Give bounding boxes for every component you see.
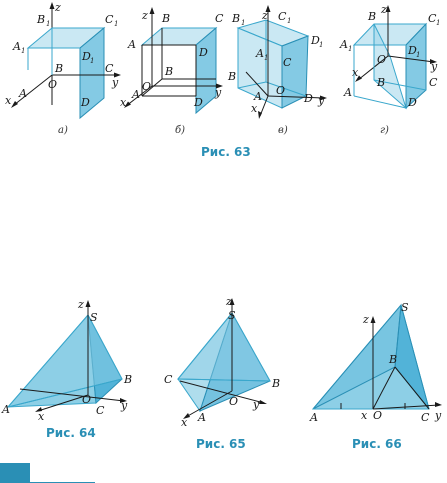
figure-66-caption: Рис. 66 xyxy=(352,437,402,451)
label: 1 xyxy=(436,19,441,27)
label: B xyxy=(37,13,46,26)
label: C xyxy=(96,404,105,417)
figure-66 xyxy=(305,295,447,430)
label: C xyxy=(164,373,173,386)
label: O xyxy=(48,78,58,91)
label: x xyxy=(120,96,127,109)
label: C xyxy=(421,411,430,424)
label: S xyxy=(401,301,409,314)
label: A xyxy=(13,40,21,53)
label: A xyxy=(19,87,27,100)
label: C xyxy=(215,12,224,25)
subfigure-label: а) xyxy=(58,125,68,135)
label: A xyxy=(198,411,206,424)
label: x xyxy=(5,94,12,107)
label: 1 xyxy=(114,20,119,28)
label: A xyxy=(256,47,264,60)
label: y xyxy=(431,60,438,73)
label: D xyxy=(311,34,320,47)
label: y xyxy=(318,94,325,107)
label: B xyxy=(228,70,237,83)
label: y xyxy=(215,86,222,99)
subfigure-label: в) xyxy=(278,125,288,135)
label: O xyxy=(142,80,152,93)
label: O xyxy=(229,395,239,408)
label: 1 xyxy=(241,19,246,27)
figure-64 xyxy=(0,295,145,430)
label: B xyxy=(165,65,174,78)
label: z xyxy=(226,295,232,308)
figure-63a xyxy=(0,0,125,135)
figure-63d xyxy=(332,0,447,135)
label: C xyxy=(283,56,292,69)
label: B xyxy=(124,373,133,386)
subfigure-label: г) xyxy=(380,125,389,135)
figure-64-caption: Рис. 64 xyxy=(46,426,96,440)
label: z xyxy=(363,313,369,326)
label: y xyxy=(121,399,128,412)
figure-63-caption: Рис. 63 xyxy=(201,145,251,159)
label: x xyxy=(361,409,368,422)
label: A xyxy=(132,88,140,101)
label: B xyxy=(389,353,398,366)
label: B xyxy=(368,10,377,23)
label: z xyxy=(78,298,84,311)
label: y xyxy=(253,398,260,411)
label: 1 xyxy=(287,17,292,25)
label: z xyxy=(142,9,148,22)
label: C xyxy=(428,12,437,25)
figure-63c xyxy=(226,0,336,135)
label: 1 xyxy=(319,41,324,49)
label: B xyxy=(377,76,386,89)
label: 1 xyxy=(416,51,421,59)
figure-65-caption: Рис. 65 xyxy=(196,437,246,451)
label: z xyxy=(262,9,268,22)
label: x xyxy=(251,102,258,115)
page-corner-marker xyxy=(0,463,30,483)
label: S xyxy=(228,309,236,322)
label: B xyxy=(272,377,281,390)
label: D xyxy=(408,96,417,109)
label: D xyxy=(408,44,417,57)
label: D xyxy=(82,50,91,63)
label: A xyxy=(128,38,136,51)
label: A xyxy=(254,90,262,103)
label: O xyxy=(82,393,92,406)
label: A xyxy=(340,38,348,51)
label: B xyxy=(55,62,64,75)
label: D xyxy=(199,46,208,59)
label: 1 xyxy=(46,20,51,28)
label: C xyxy=(429,76,438,89)
label: y xyxy=(435,409,442,422)
label: A xyxy=(310,411,318,424)
label: x xyxy=(181,416,188,429)
subfigure-label: б) xyxy=(175,125,186,135)
label: D xyxy=(81,96,90,109)
label: O xyxy=(377,53,387,66)
label: A xyxy=(2,403,10,416)
label: B xyxy=(162,12,171,25)
figure-65 xyxy=(158,295,293,430)
label: C xyxy=(105,13,114,26)
label: S xyxy=(90,311,98,324)
label: x xyxy=(352,66,359,79)
label: 1 xyxy=(348,45,353,53)
figure-63b xyxy=(120,0,230,135)
label: A xyxy=(344,86,352,99)
label: z xyxy=(55,1,61,14)
label: C xyxy=(105,62,114,75)
label: x xyxy=(38,410,45,423)
label: D xyxy=(194,96,203,109)
label: O xyxy=(276,84,286,97)
label: O xyxy=(373,409,383,422)
label: D xyxy=(304,92,313,105)
label: 1 xyxy=(264,54,269,62)
label: y xyxy=(112,76,119,89)
label: 1 xyxy=(21,47,26,55)
label: B xyxy=(232,12,241,25)
label: 1 xyxy=(90,57,95,65)
label: C xyxy=(278,10,287,23)
label: z xyxy=(381,3,387,16)
